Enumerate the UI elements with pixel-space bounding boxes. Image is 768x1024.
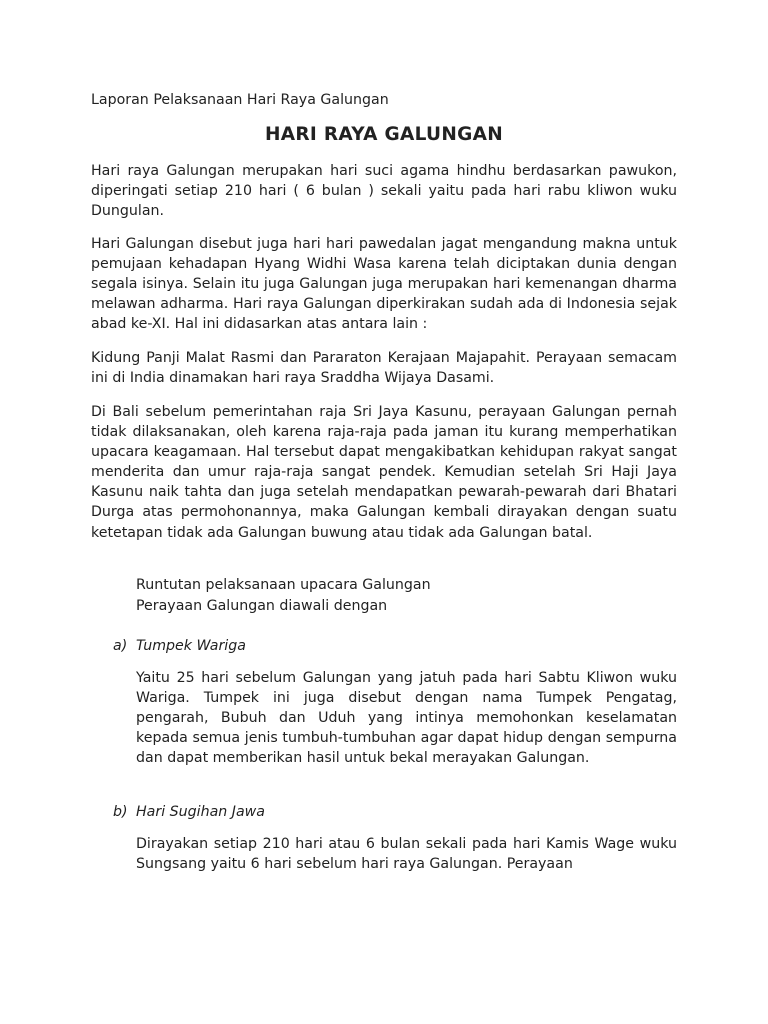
paragraph: Hari Galungan disebut juga hari hari pawedalan jagat mengandung makna untuk pemujaan kehadapan Hyang Widhi Wasa karena telah diciptakan dunia dengan segala isinya. Selain itu juga Galungan juga merupakan hari kemenangan dharma melawan adharma. Hari raya Galungan diperkirakan sudah ada di Indonesia sejak abad ke-XI. Hal ini didasarkan atas antara lain : — [91, 236, 677, 333]
list-item-text: Dirayakan setiap 210 hari atau 6 bulan sekali pada hari Kamis Wage wuku Sungsang yaitu 6 hari sebelum hari raya Galungan. Perayaan — [136, 836, 677, 873]
list-item-heading — [113, 636, 246, 656]
paragraph: Di Bali sebelum pemerintahan raja Sri Jaya Kasunu, perayaan Galungan pernah tidak dilaksanakan, oleh karena raja-raja pada jaman itu kurang memperhatikan upacara keagamaan. Hal tersebut dapat mengakibatkan kehidupan rakyat sangat menderita dan umur raja-raja sangat pendek. Kemudian setelah Sri Haji Jaya Kasunu naik tahta dan juga setelah mendapatkan pewarah-pewarah dari Bhatari Durga atas permohonannya, maka Galungan kembali dirayakan dengan suatu ketetapan tidak ada Galungan buwung atau tidak ada Galungan batal. — [91, 404, 677, 541]
list-marker: a) — [113, 638, 128, 654]
list-item-text: Yaitu 25 hari sebelum Galungan yang jatuh pada hari Sabtu Kliwon wuku Wariga. Tumpek ini juga disebut dengan nama Tumpek Pengatag, pengarah, Bubuh dan Uduh yang intinya memohonkan keselamatan kepada semua jenis tumbuh-tumbuhan agar dapat hidup dengan sempurna dan dapat memberikan hasil untuk bekal merayakan Galungan. — [136, 670, 677, 767]
paragraph: Hari raya Galungan merupakan hari suci agama hindhu berdasarkan pawukon, diperingati setiap 210 hari ( 6 bulan ) sekali yaitu pada hari rabu kliwon wuku Dungulan. — [91, 163, 677, 220]
list-item-heading — [113, 802, 265, 822]
document-header: Laporan Pelaksanaan Hari Raya Galungan — [91, 92, 389, 108]
intro-line: Runtutan pelaksanaan upacara Galungan — [136, 577, 431, 593]
intro-line: Perayaan Galungan diawali dengan — [136, 598, 388, 614]
list-heading-text: Tumpek Wariga — [136, 638, 246, 654]
list-heading-text: Hari Sugihan Jawa — [136, 804, 265, 820]
document-title: HARI RAYA GALUNGAN — [264, 124, 504, 145]
paragraph: Kidung Panji Malat Rasmi dan Pararaton Kerajaan Majapahit. Perayaan semacam ini di India dinamakan hari raya Sraddha Wijaya Dasami. — [91, 350, 677, 387]
list-marker: b) — [113, 804, 128, 820]
